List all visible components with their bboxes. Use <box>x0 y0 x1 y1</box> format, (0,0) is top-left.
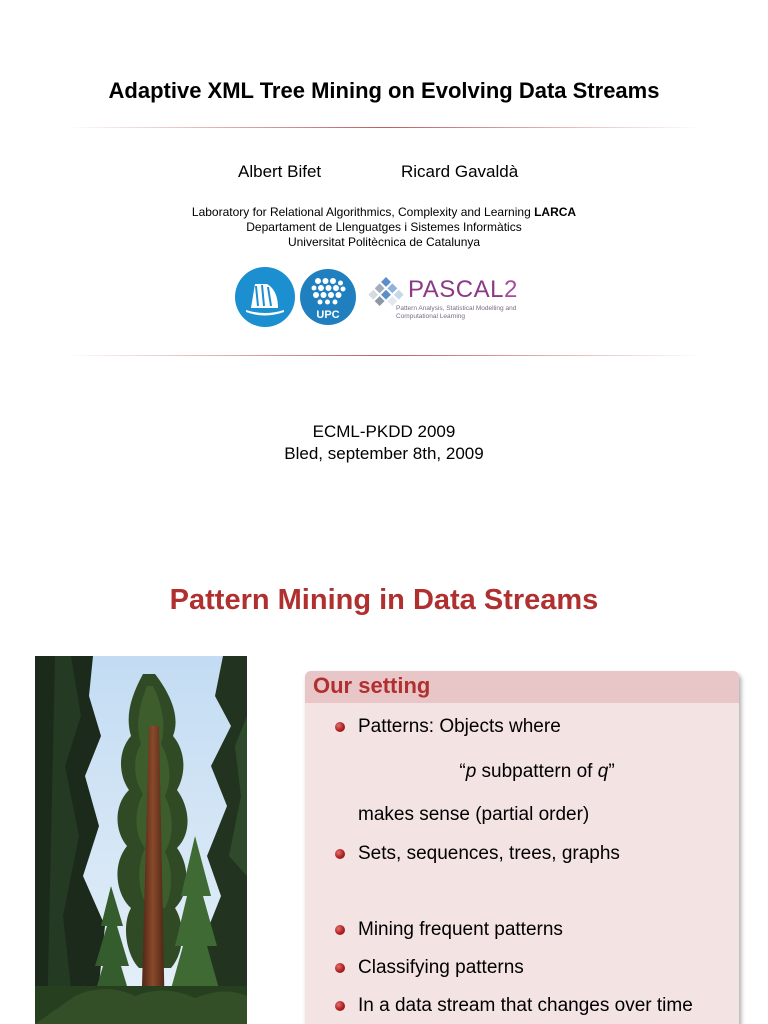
slide-title: Adaptive XML Tree Mining on Evolving Data Streams <box>108 78 660 103</box>
affiliation <box>0 205 768 250</box>
conference-info <box>0 421 768 465</box>
item-stream: In a data stream that changes over time <box>358 995 693 1016</box>
item-patterns: Patterns: Objects where <box>358 716 561 737</box>
affiliation-line-2: Departament de Llenguatges i Sistemes Informàtics <box>246 220 522 234</box>
pascal-wordmark: PASCAL2 <box>408 276 518 303</box>
conference-name: ECML-PKDD 2009 <box>312 422 456 441</box>
pascal-tagline: Pattern Analysis, Statistical Modelling and Computational Learning <box>396 305 517 320</box>
item-structures: Sets, sequences, trees, graphs <box>358 843 620 864</box>
pascal2-logo <box>366 270 536 324</box>
item-classifying: Classifying patterns <box>358 957 524 978</box>
larca-acronym: LARCA <box>534 205 577 219</box>
subpattern-formula: “p subpattern of q” <box>459 761 615 782</box>
our-setting-block <box>305 671 739 1024</box>
conference-place-date: Bled, september 8th, 2009 <box>284 444 484 463</box>
sequoia-forest-image <box>35 656 247 1024</box>
larca-logo-icon <box>234 266 296 328</box>
upc-logo-icon <box>299 268 357 326</box>
block-title: Our setting <box>305 671 739 703</box>
author-gavalda: Ricard Gavaldà <box>401 162 519 181</box>
bullet-icon <box>335 925 345 935</box>
pattern-mining-title: Pattern Mining in Data Streams <box>169 584 599 616</box>
title-divider <box>64 127 704 128</box>
author-bifet: Albert Bifet <box>238 162 322 181</box>
upc-logo-text: UPC <box>316 309 340 321</box>
bullet-icon <box>335 1001 345 1011</box>
item-makes-sense: makes sense (partial order) <box>358 804 590 825</box>
logo-divider <box>64 355 704 356</box>
bullet-icon <box>335 722 345 732</box>
bullet-icon <box>335 963 345 973</box>
affiliation-line-1: Laboratory for Relational Algorithmics, Complexity and Learning LARCA <box>191 205 577 219</box>
bullet-icon <box>335 849 345 859</box>
affiliation-line-3: Universitat Politècnica de Catalunya <box>287 235 481 249</box>
item-mining: Mining frequent patterns <box>358 919 563 940</box>
